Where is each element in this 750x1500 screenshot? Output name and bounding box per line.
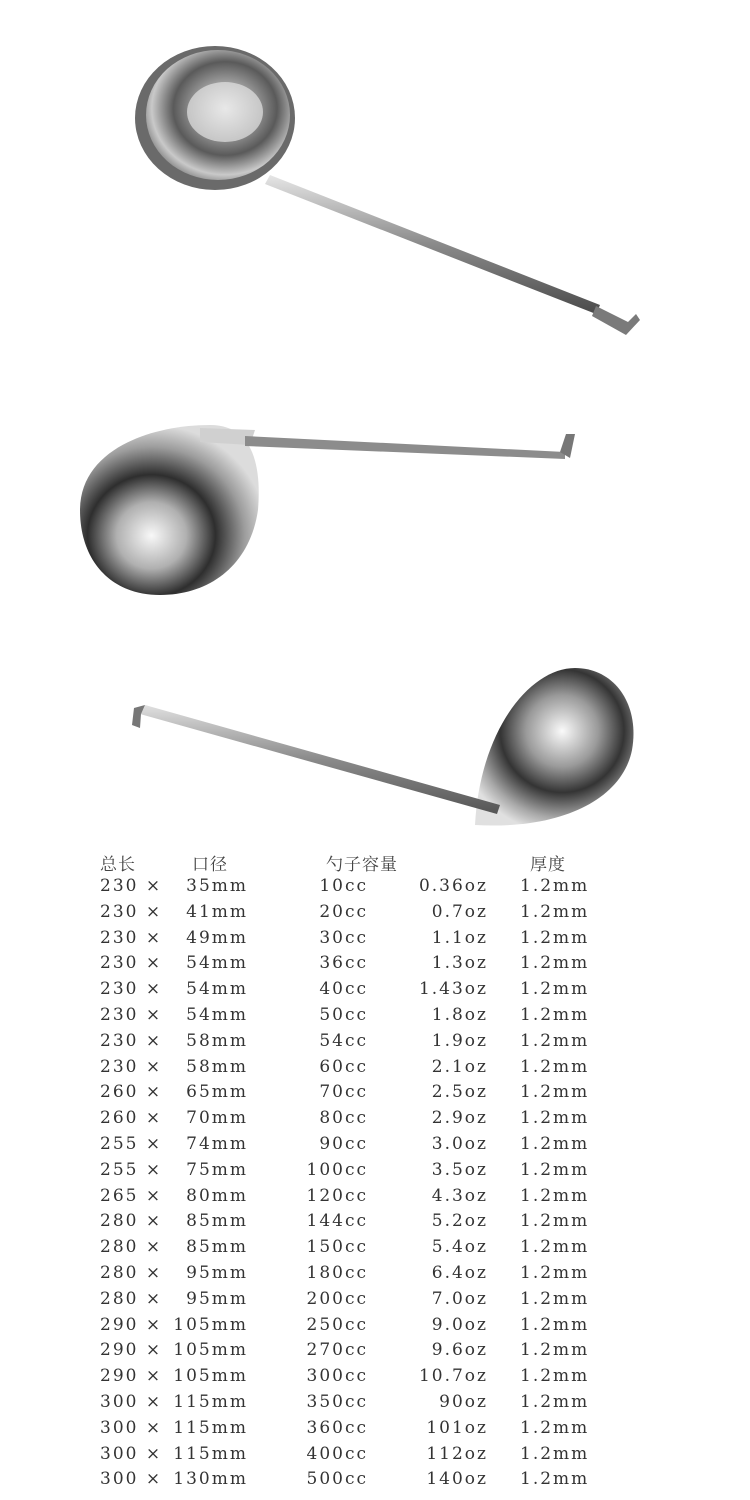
cell-capacity-cc: 20cc xyxy=(319,901,368,922)
cell-thickness: 1.2mm xyxy=(520,1211,590,1232)
cell-capacity-oz: 0.36oz xyxy=(418,876,488,896)
cell-capacity-cc: 10cc xyxy=(319,876,368,896)
cell-capacity-cc: 90cc xyxy=(319,1134,368,1154)
table-row xyxy=(0,902,750,928)
cell-diameter: 130mm xyxy=(173,1469,248,1490)
cell-thickness: 1.2mm xyxy=(520,901,590,922)
cell-thickness: 1.2mm xyxy=(520,876,590,896)
cell-capacity-cc: 270cc xyxy=(306,1340,368,1361)
cell-capacity-oz: 2.5oz xyxy=(431,1082,488,1103)
cell-diameter: 115mm xyxy=(173,1392,248,1412)
cell-thickness: 1.2mm xyxy=(520,927,590,948)
cell-length: 280 × xyxy=(100,1237,163,1258)
cell-capacity-cc: 200cc xyxy=(306,1288,368,1309)
cell-diameter: 58mm xyxy=(186,1056,248,1077)
cell-capacity-cc: 120cc xyxy=(306,1185,368,1206)
cell-capacity-cc: 40cc xyxy=(319,979,368,1000)
cell-capacity-oz: 90oz xyxy=(439,1392,488,1412)
cell-diameter: 80mm xyxy=(186,1185,248,1206)
cell-length: 300 × xyxy=(100,1392,163,1412)
cell-capacity-oz: 2.9oz xyxy=(431,1108,488,1129)
cell-thickness: 1.2mm xyxy=(520,1443,590,1464)
cell-capacity-oz: 1.8oz xyxy=(431,1005,488,1025)
cell-length: 300 × xyxy=(100,1443,163,1464)
cell-length: 280 × xyxy=(100,1288,163,1309)
cell-diameter: 54mm xyxy=(186,953,248,974)
cell-length: 230 × xyxy=(100,979,163,1000)
cell-length: 255 × xyxy=(100,1134,163,1154)
table-row xyxy=(0,1134,750,1160)
cell-capacity-cc: 300cc xyxy=(306,1366,368,1387)
table-row xyxy=(0,1160,750,1186)
cell-diameter: 115mm xyxy=(173,1443,248,1464)
cell-capacity-oz: 5.4oz xyxy=(431,1237,488,1258)
cell-capacity-cc: 30cc xyxy=(319,927,368,948)
cell-diameter: 54mm xyxy=(186,979,248,1000)
cell-capacity-cc: 150cc xyxy=(306,1237,368,1258)
cell-diameter: 41mm xyxy=(186,901,248,922)
cell-length: 230 × xyxy=(100,901,163,922)
cell-length: 230 × xyxy=(100,1056,163,1077)
cell-thickness: 1.2mm xyxy=(520,1366,590,1387)
cell-length: 280 × xyxy=(100,1211,163,1232)
cell-capacity-cc: 144cc xyxy=(306,1211,368,1232)
table-row xyxy=(0,1392,750,1418)
header-diameter: 口径 xyxy=(192,855,228,875)
table-row xyxy=(0,1082,750,1108)
table-row xyxy=(0,1237,750,1263)
cell-diameter: 54mm xyxy=(186,1005,248,1025)
cell-thickness: 1.2mm xyxy=(520,1185,590,1206)
table-row xyxy=(0,1444,750,1470)
table-row xyxy=(0,979,750,1005)
cell-diameter: 65mm xyxy=(186,1082,248,1103)
table-row xyxy=(0,1057,750,1083)
cell-diameter: 74mm xyxy=(186,1134,248,1154)
cell-thickness: 1.2mm xyxy=(520,1082,590,1103)
table-row xyxy=(0,1315,750,1341)
cell-capacity-oz: 1.1oz xyxy=(431,927,488,948)
cell-length: 290 × xyxy=(100,1366,163,1387)
cell-length: 230 × xyxy=(100,927,163,948)
cell-thickness: 1.2mm xyxy=(520,1134,590,1154)
cell-capacity-oz: 6.4oz xyxy=(431,1263,488,1283)
cell-diameter: 105mm xyxy=(173,1314,248,1335)
cell-thickness: 1.2mm xyxy=(520,1417,590,1438)
cell-thickness: 1.2mm xyxy=(520,1314,590,1335)
cell-capacity-oz: 0.7oz xyxy=(431,901,488,922)
cell-capacity-oz: 5.2oz xyxy=(431,1211,488,1232)
cell-diameter: 35mm xyxy=(186,876,248,896)
ladle-top-view-photo xyxy=(0,0,750,360)
cell-length: 300 × xyxy=(100,1469,163,1490)
cell-thickness: 1.2mm xyxy=(520,979,590,1000)
header-capacity: 勺子容量 xyxy=(326,855,398,875)
spec-table xyxy=(0,838,750,1488)
table-header xyxy=(0,850,750,876)
cell-diameter: 85mm xyxy=(186,1237,248,1258)
table-row xyxy=(0,1289,750,1315)
cell-length: 230 × xyxy=(100,1030,163,1051)
cell-capacity-cc: 60cc xyxy=(319,1056,368,1077)
table-row xyxy=(0,1186,750,1212)
table-row xyxy=(0,1366,750,1392)
cell-capacity-oz: 2.1oz xyxy=(431,1056,488,1077)
cell-capacity-cc: 50cc xyxy=(319,1005,368,1025)
cell-thickness: 1.2mm xyxy=(520,1030,590,1051)
cell-capacity-oz: 7.0oz xyxy=(431,1288,488,1309)
table-row xyxy=(0,1005,750,1031)
cell-length: 290 × xyxy=(100,1340,163,1361)
cell-diameter: 95mm xyxy=(186,1263,248,1283)
cell-capacity-oz: 112oz xyxy=(426,1443,488,1464)
cell-thickness: 1.2mm xyxy=(520,1159,590,1180)
table-row xyxy=(0,1340,750,1366)
table-row xyxy=(0,953,750,979)
cell-diameter: 70mm xyxy=(186,1108,248,1129)
cell-capacity-cc: 36cc xyxy=(319,953,368,974)
cell-diameter: 105mm xyxy=(173,1340,248,1361)
cell-length: 230 × xyxy=(100,1005,163,1025)
cell-thickness: 1.2mm xyxy=(520,1288,590,1309)
cell-capacity-cc: 70cc xyxy=(319,1082,368,1103)
ladle-2 xyxy=(80,425,575,595)
table-row xyxy=(0,1108,750,1134)
cell-capacity-oz: 140oz xyxy=(426,1469,488,1490)
cell-length: 230 × xyxy=(100,953,163,974)
cell-thickness: 1.2mm xyxy=(520,1392,590,1412)
cell-length: 280 × xyxy=(100,1263,163,1283)
cell-capacity-cc: 180cc xyxy=(306,1263,368,1283)
header-length: 总长 xyxy=(100,855,136,875)
cell-diameter: 95mm xyxy=(186,1288,248,1309)
cell-thickness: 1.2mm xyxy=(520,1469,590,1490)
cell-capacity-cc: 360cc xyxy=(306,1417,368,1438)
cell-diameter: 105mm xyxy=(173,1366,248,1387)
cell-thickness: 1.2mm xyxy=(520,1005,590,1025)
cell-thickness: 1.2mm xyxy=(520,1108,590,1129)
cell-thickness: 1.2mm xyxy=(520,953,590,974)
cell-capacity-oz: 1.9oz xyxy=(431,1030,488,1051)
cell-thickness: 1.2mm xyxy=(520,1263,590,1283)
table-row xyxy=(0,1031,750,1057)
cell-capacity-oz: 1.43oz xyxy=(418,979,488,1000)
ladle-side-view-photo xyxy=(0,400,750,630)
table-row xyxy=(0,1263,750,1289)
cell-length: 265 × xyxy=(100,1185,163,1206)
cell-length: 230 × xyxy=(100,876,163,896)
cell-capacity-oz: 9.6oz xyxy=(431,1340,488,1361)
cell-thickness: 1.2mm xyxy=(520,1056,590,1077)
ladle-3 xyxy=(132,668,633,826)
cell-capacity-oz: 4.3oz xyxy=(431,1185,488,1206)
cell-capacity-cc: 250cc xyxy=(306,1314,368,1335)
cell-capacity-cc: 400cc xyxy=(306,1443,368,1464)
table-row xyxy=(0,1211,750,1237)
cell-length: 300 × xyxy=(100,1417,163,1438)
cell-capacity-cc: 100cc xyxy=(306,1159,368,1180)
cell-capacity-oz: 101oz xyxy=(426,1417,488,1438)
cell-capacity-cc: 54cc xyxy=(319,1030,368,1051)
cell-length: 260 × xyxy=(100,1082,163,1103)
cell-thickness: 1.2mm xyxy=(520,1340,590,1361)
ladle-1 xyxy=(135,46,640,335)
cell-capacity-oz: 1.3oz xyxy=(431,953,488,974)
ladle-bowl-right-photo xyxy=(0,650,750,850)
cell-diameter: 115mm xyxy=(173,1417,248,1438)
cell-diameter: 58mm xyxy=(186,1030,248,1051)
table-row xyxy=(0,1469,750,1495)
header-thickness: 厚度 xyxy=(530,855,566,875)
cell-capacity-oz: 3.0oz xyxy=(431,1134,488,1154)
table-row xyxy=(0,928,750,954)
cell-capacity-cc: 500cc xyxy=(306,1469,368,1490)
table-row xyxy=(0,1418,750,1444)
cell-length: 260 × xyxy=(100,1108,163,1129)
cell-diameter: 75mm xyxy=(186,1159,248,1180)
cell-capacity-cc: 80cc xyxy=(319,1108,368,1129)
cell-capacity-oz: 10.7oz xyxy=(418,1366,488,1387)
cell-diameter: 49mm xyxy=(186,927,248,948)
cell-capacity-oz: 9.0oz xyxy=(431,1314,488,1335)
cell-length: 255 × xyxy=(100,1159,163,1180)
cell-thickness: 1.2mm xyxy=(520,1237,590,1258)
cell-capacity-cc: 350cc xyxy=(306,1392,368,1412)
cell-diameter: 85mm xyxy=(186,1211,248,1232)
cell-capacity-oz: 3.5oz xyxy=(431,1159,488,1180)
table-row xyxy=(0,876,750,902)
cell-length: 290 × xyxy=(100,1314,163,1335)
